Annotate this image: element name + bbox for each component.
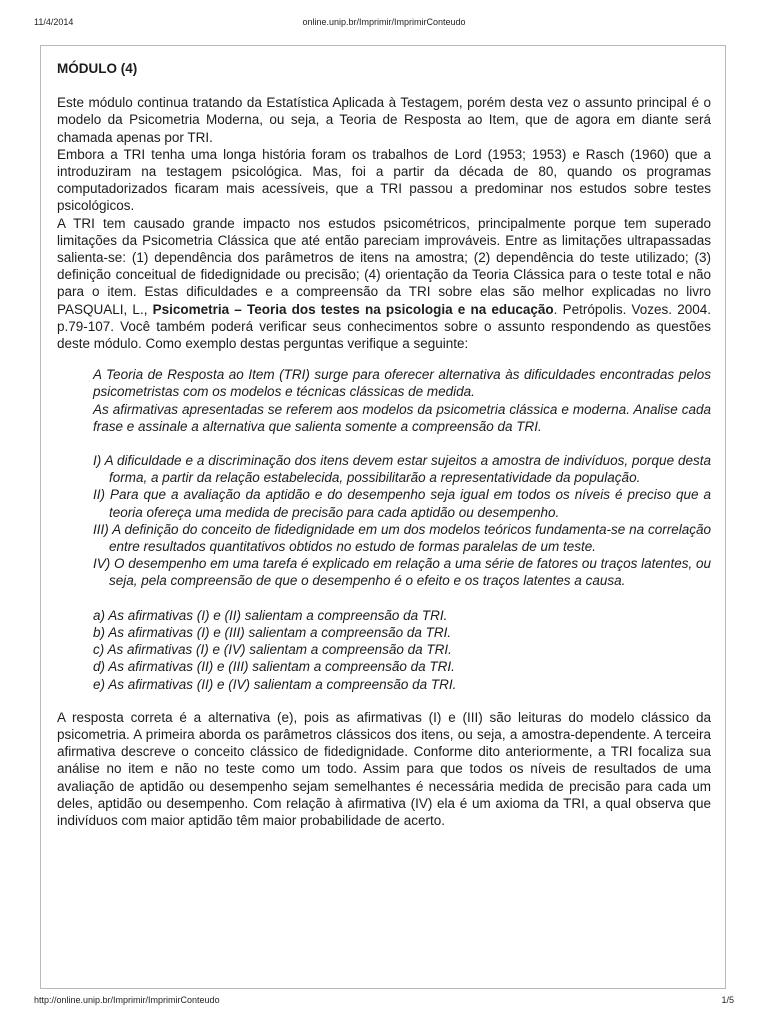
option-a: a) As afirmativas (I) e (II) salientam a compreensão da TRI. xyxy=(93,607,448,623)
print-header xyxy=(34,17,734,29)
statement-item: III) A definição do conceito de fidedignidade em um dos modelos teóricos fundamenta-se na correlação entre resultados quantitativos obtidos no estudo de formas paralelas de um teste. xyxy=(93,521,711,555)
paragraph-impact-text-end: . Petrópolis. Vozes. 2004. p.79-107. Você também poderá verificar seus conhecimentos sobre o assunto respondendo as questões deste módulo. Como exemplo destas perguntas verifique a seguinte: xyxy=(57,301,711,352)
module-content xyxy=(57,60,711,829)
book-title: Psicometria – Teoria dos testes na psicologia e na educação xyxy=(152,301,554,317)
print-date: 11/4/2014 xyxy=(34,17,74,27)
content-frame xyxy=(40,45,726,989)
paragraph-history: Embora a TRI tenha uma longa história foram os trabalhos de Lord (1953; 1953) e Rasch (1960) que a introduziram na testagem psicológica. Mas, foi a partir da década de 80, quando os programas computadorizados ficaram mais acessíveis, que a TRI passou a predominar nos estudos sobre testes psicológicos. xyxy=(57,146,711,214)
module-title: MÓDULO (4) xyxy=(57,61,138,76)
option-d: d) As afirmativas (II) e (III) salientam a compreensão da TRI. xyxy=(93,659,455,675)
paragraph-intro: Este módulo continua tratando da Estatística Aplicada à Testagem, porém desta vez o assunto principal é o modelo da Psicometria Moderna, ou seja, a Teoria de Resposta ao Item, que de agora em diante será chamada apenas por TRI. xyxy=(57,95,711,145)
statement-list xyxy=(93,452,711,590)
footer-url: http://online.unip.br/Imprimir/ImprimirConteudo xyxy=(34,995,220,1005)
statement-item: IV) O desempenho em uma tarefa é explicado em relação a uma série de fatores ou traços latentes, ou seja, pela compreensão de que o desempenho é o efeito e os traços latentes a causa. xyxy=(93,556,711,589)
paragraph-impact xyxy=(57,215,711,353)
option-e: e) As afirmativas (II) e (IV) salientam a compreensão da TRI. xyxy=(93,676,457,692)
answer-explanation: A resposta correta é a alternativa (e), pois as afirmativas (I) e (III) são leituras do modelo clássico da psicometria. A primeira aborda os parâmetros clássicos dos itens, ou seja, a amostra-dependente. A terceira afirmativa descreve o conceito clássico de fidedignidade. Conforme dito anteriormente, a TRI focaliza sua análise no item e não no teste como um todo. Assim para que todos os níveis de resultados de uma avaliação de aptidão ou desempenho sejam semelhantes é necessária medida de precisão para cada um deles, aptidão ou desempenho. Com relação à afirmativa (IV) ela é um axioma da TRI, a qual observa que indivíduos com maior aptidão têm maior probabilidade de acerto. xyxy=(57,709,711,828)
question-instruction: As afirmativas apresentadas se referem aos modelos da psicometria clássica e moderna. Analise cada frase e assinale a alternativa que salienta somente a compreensão da TRI. xyxy=(93,401,711,434)
print-footer xyxy=(34,995,734,1007)
question-block xyxy=(93,366,711,692)
paragraph-impact-text: A TRI tem causado grande impacto nos estudos psicométricos, principalmente porque tem superado limitações da Psicometria Clássica que até então pareciam improváveis. Entre as limitações ultrapassadas salienta-se: (1) dependência dos parâmetros de itens na amostra; (2) dependência do teste utilizado; (3) definição conceitual de fidedignidade ou precisão; (4) orientação da Teoria Clássica para o teste total e não para o item. Estas dificuldades e a compreensão da TRI sobre elas são melhor explicadas no livro PASQUALI, L., xyxy=(57,215,711,317)
answer-options xyxy=(93,607,711,693)
statement-item: I) A dificuldade e a discriminação dos itens devem estar sujeitos a amostra de indivíduos, porque desta forma, a partir da relação estabelecida, possibilitarão a representatividade da população. xyxy=(93,453,711,486)
question-intro: A Teoria de Resposta ao Item (TRI) surge para oferecer alternativa às dificuldades encontradas pelos psicometristas com os modelos e técnicas clássicas de medida. xyxy=(93,367,711,400)
option-c: c) As afirmativas (I) e (IV) salientam a compreensão da TRI. xyxy=(93,642,452,658)
statement-item: II) Para que a avaliação da aptidão e do desempenho seja igual em todos os níveis é preciso que a teoria ofereça uma medida de precisão para cada aptidão ou desempenho. xyxy=(93,487,711,520)
option-b: b) As afirmativas (I) e (III) salientam a compreensão da TRI. xyxy=(93,624,452,640)
print-url-title: online.unip.br/Imprimir/ImprimirConteudo xyxy=(302,17,466,27)
page-number: 1/5 xyxy=(721,995,734,1005)
